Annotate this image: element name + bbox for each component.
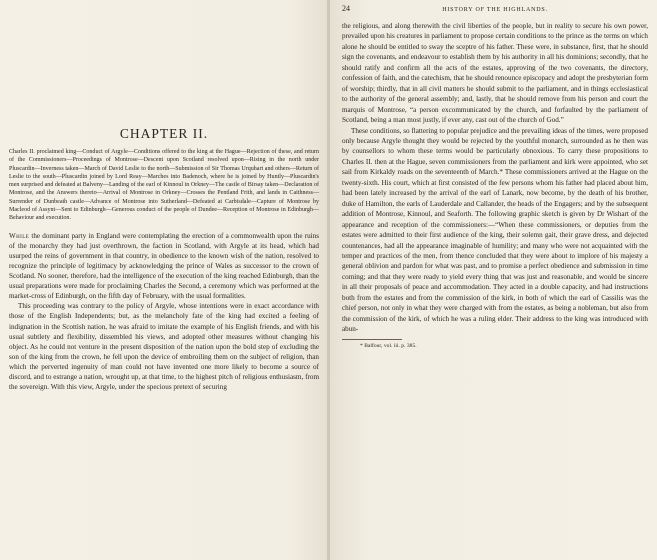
running-head-title: HISTORY OF THE HIGHLANDS. (442, 7, 548, 13)
paragraph-2: This proceeding was contrary to the policy of Argyle, whose intentions were in exact accordance with those of the English Independents; but, as the melancholy fate of the king had excited a feeling of indignation in the Scottish nation, he was afraid to imitate the example of his English friends, and with his usual subtlety and flexibility, dissembled his views, and adopted other measures without changing his object. As he could not venture in the present disposition of the nation upon the bold step of excluding the son of the king from the crown, he fell upon the device of embroiling them on the subject of religion, than which the perverted ingenuity of man could not have invented one more likely to become a source of discord, and to estrange a nation, wrought up, at that time, to the highest pitch of religious enthusiasm, from the sovereign. With this view, Argyle, under the specious pretext of securing (9, 302, 319, 392)
chapter-summary: Charles II. proclaimed king—Conduct of Argyle—Conditions offered to the king at the Hague—Rejection of these, and return of the Commissioners—Proceedings of Montrose—Descent upon Scotland resolved upon—Rising in the north under Pluscardin—Inverness taken—March of David Leslie to the north—Submission of Sir Thomas Urquhart and others—Return of Leslie to the south—Pluscardin joined by Lord Reay—Marches into Badenoch, where he is joined by Huntly—Pluscardin's men surprised and defeated at Balveny—Landing of the earl of Kinnoul in Orkney—The castle of Birsay taken—Declaration of Montrose, and the Answers thereto—Arrival of Montrose in Orkney—Crosses the Pentland Frith, and lands in Caithness—Surrender of Dunbeath castle—Advance of Montrose into Sutherland—Defeated at Carbisdale—Capture of Montrose by Macleod of Assynt—Sent to Edinburgh—Generous conduct of the people of Dundee—Reception of Montrose in Edinburgh—Behaviour and execution. (9, 149, 319, 222)
right-page (330, 0, 657, 560)
chapter-title: CHAPTER II. (119, 126, 209, 141)
left-page (0, 0, 327, 560)
right-page-content (342, 4, 648, 350)
paragraph-4: These conditions, so flattering to popular prejudice and the prevailing ideas of the times, were proposed only because Argyle thought they would be rejected by the youthful monarch, surrounded as he then was by counsellors to whom these terms would be particularly obnoxious. To carry these propositions to Charles II. then at the Hague, seven commissioners from the parliament and kirk were appointed, who set sail from Kirkaldy roads on the seventeenth of March.* These commissioners arrived at the Hague on the twenty-sixth. His court, which at first consisted of the few persons whom his father had placed about him, had been lately increased by the arrival of the earl of Lanark, now become, by the death of his brother, duke of Hamilton, the earls of Lauderdale and Callander, the heads of the Engagers; and by the subsequent addition of Montrose, Kinnoul, and Seaforth. The following graphic sketch is given by Dr Wishart of the appearance and reception of the commissioners:—“When these commissioners, or deputies from the estates were admitted to their first audience of the king, their solemn gait, their grave dress, and dejected countenances, had all the appearance imaginable of humility; and many who were not acquainted with the temper and practices of the men, from thence concluded that they were about to implore of his majesty a general oblivion and pardon for what was past, and to promise a perfect obedience and submission in time coming; and that they were ready to yield every thing that was just and reasonable, and would be sincere in all their proposals of peace and accommodation. They acted in a double capacity, and had instructions both from the estates and from the commission of the kirk, in both of which the earl of Cassilis was the chief person, not only in what they were charged with from the estates, as being a nobleman, but also from the commission of the kirk, of which he was a ruling elder. Their address to the king was introduced with abun- (342, 126, 648, 334)
left-page-content (9, 126, 319, 392)
page-number: 24 (342, 4, 350, 13)
left-body-text (9, 231, 319, 393)
paragraph-1-text: the dominant party in England were contemplating the erection of a commonwealth upon the ruins of the monarchy they had just overthrown, the faction in Scotland, with Argyle at its head, which had usurped the reins of government in that country, in obedience to the known wish of the nation, resolved to recognize the principle of legitimacy by acknowledging the prince of Wales as successor to the crown of Scotland. No sooner, therefore, had the intelligence of the execution of the king reached Edinburgh, than the usual preparations were made for proclaiming Charles the Second, a ceremony which was performed at the market-cross of Edinburgh, on the fifth day of February, with the usual formalities. (9, 231, 319, 301)
paragraph-1 (9, 231, 319, 302)
running-header (342, 4, 648, 13)
paragraph-3: the religious, and along therewith the civil liberties of the people, but in reality to secure his own power, prevailed upon his creatures in parliament to propose certain conditions to the prince as the terms on which alone he should be entitled to sway the sceptre of his father. These were, in substance, first, that he should sign the covenants, and endeavour to establish them by his authority in all his dominions; secondly, that he should ratify and confirm all the acts of the estates, approving of the two covenants, the directory, confession of faith, and the catechism, that he should renounce episcopacy and adopt the presbyterian form of worship; thirdly, that in all civil matters he should submit to the parliament, and in things ecclesiastical to the authority of the general assembly; and, lastly, that he should remove from his person and court the marquis of Montrose, “a person excommunicated by the church, and forfaulted by the parliament of Scotland, being a man most justly, if ever any, cast out of the church of God.” (342, 22, 648, 125)
paragraph-lead-word: While (9, 231, 30, 240)
footnote-rule (342, 339, 402, 340)
right-body-text (342, 21, 648, 335)
footnote: * Balfour, vol. iii. p. 385. (360, 342, 417, 349)
